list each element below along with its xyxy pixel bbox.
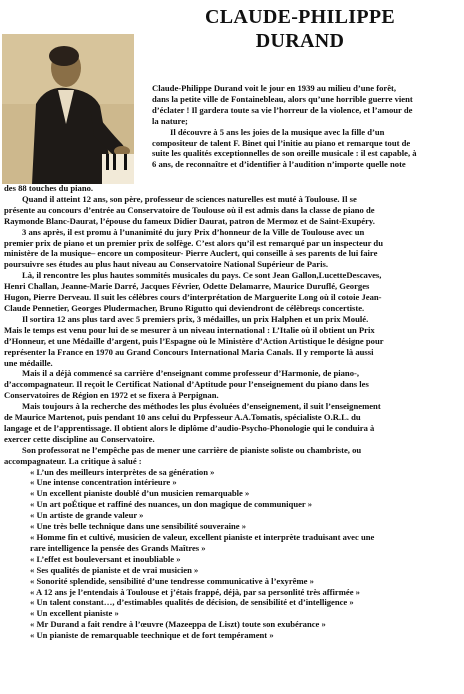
body-line: une médaille.: [4, 357, 53, 368]
intro-line: 6 ans, de reconnaître et d’identifier à l’audition n’importe quelle note: [152, 159, 406, 170]
title-line-1: CLAUDE-PHILIPPE: [204, 6, 396, 28]
body-line: Mais il a déjà commencé sa carrière d’enseignant comme professeur d’Harmonie, de piano-,: [22, 368, 360, 379]
critic-quote: « Une intense concentration intérieure »: [30, 477, 177, 488]
body-line: Claude Pennetier, Georges Pludermacher, Bruno Rigutto qui deviendront de célèbreqs concertiste.: [4, 302, 365, 313]
critic-quote: rare intelligence la pensée des Grands Maîtres »: [30, 542, 206, 553]
intro-paragraph: [152, 83, 452, 170]
body-line: Mais le temps est venu pour lui de se mesurer à un niveau international : L’Italie où il obtient un Prix: [4, 324, 375, 335]
critic-quote: « Un pianiste de remarquable teechnique et de fort tempérament »: [30, 630, 274, 641]
critic-quote: « Homme fin et cultivé, musicien de valeur, excellent pianiste et interprète traduisant avec une: [30, 532, 375, 542]
body-line: Hugon, Pierre Derveau. Il suit les célèbres cours d’interprétation de Marguerite Long où il cotoie Jean-: [4, 292, 382, 303]
body-line: Conservatoires de Région en 1972 et se fixera à Perpignan.: [4, 390, 219, 401]
biography-body: [4, 183, 456, 641]
intro-line: dans la petite ville de Fontainebleau, alors qu’une horrible guerre vient: [152, 93, 413, 104]
body-line: Là, il rencontre les plus hautes sommités musicales du pays. Ce sont Jean Gallon,LucetteDescaves,: [22, 270, 382, 281]
body-line: Mais toujours à la recherche des méthodes les plus évoluées d’enseignement, il suit l’enseignement: [22, 401, 381, 412]
critic-quote: « Un excellent pianiste »: [30, 608, 119, 619]
body-line: représenter la France en 1970 au Grand Concours International Maria Canals. Il y remporte là aussi: [4, 346, 374, 357]
body-line: poursuivre ses études au plus haut niveau au Conservatoire National Supérieur de Paris.: [4, 259, 328, 270]
body-line: langage et de l’apprentissage. Il obtient alors le diplôme d’audio-Psycho-Phonologie qui le conduira à: [4, 422, 375, 433]
critic-quote: « Ses qualités de pianiste et de vrai musicien »: [30, 564, 199, 575]
body-line: d’accompagnateur. Il reçoit le Certificat National d’Aptitude pour l’enseignement du piano dans les: [4, 379, 369, 390]
body-line: exercer cette discipline au Conservatoire.: [4, 433, 155, 444]
body-line: Quand il atteint 12 ans, son père, professeur de sciences naturelles est muté à Toulouse. Il se: [22, 193, 357, 204]
critic-quote: « Un excellent pianiste doublé d’un musicien remarquable »: [30, 488, 250, 499]
intro-line: compositeur de talent F. Binet qui l’initie au piano et remarque tout de: [152, 137, 411, 148]
critic-quote: « L’effet est bouleversant et inoubliable »: [30, 553, 181, 564]
intro-line: d’éclater ! Il gardera toute sa vie l’horreur de la violence, et l’amour de: [152, 104, 413, 115]
title-line-2: DURAND: [255, 30, 345, 52]
body-line: premier prix de piano et un premier prix de solfège. C’est alors qu’il est remarqué par un inspecteur du: [4, 237, 383, 248]
body-line: ministère de la musique– encore un compositeur- Pierre Auclert, qui conseille à ses parents de lui faire: [4, 248, 378, 259]
body-line: Il sortira 12 ans plus tard avec 5 premiers prix, 3 médailles, un prix Halphen et un prix Moulé.: [22, 313, 369, 324]
body-line: accompagnateur. La critique à salué :: [4, 455, 142, 466]
body-line: d’Honneur, et une Médaille d’argent, puis l’Espagne où le Ministère d’Action Artistique le désigne pour: [4, 335, 384, 346]
body-line: présente au concours d’entrée au Conservatoire de Toulouse où il est admis dans la classe de piano de: [4, 204, 375, 215]
critic-quote: « A 12 ans je l’entendais à Toulouse et j’étais frappé, déjà, par sa personlité très affirmée »: [30, 586, 360, 597]
body-line: de Maurice Martenot, puis pendant 10 ans celui du Prpfesseur A.A.Tomatis, spécialiste O.R.L. du: [4, 412, 361, 423]
critic-quote: « Un art poÉtique et raffiné des nuances, un don magique de communiquer »: [30, 499, 313, 510]
body-line: Son professorat ne l’empêche pas de mener une carrière de pianiste soliste ou chambriste, ou: [22, 444, 362, 455]
intro-line: Claude-Philippe Durand voit le jour en 1939 au milieu d’une forêt,: [152, 83, 397, 93]
critic-quote: « Sonorité splendide, sensibilité d’une tendresse communicative à l’exyrême »: [30, 575, 314, 586]
critic-quote: « Un artiste de grande valeur »: [30, 510, 144, 521]
critic-quote: « Une très belle technique dans une sensibilité souveraine »: [30, 521, 247, 532]
critic-quote: « Un talent constant…, d’estimables qualités de décision, de sensibilité et d’intelligence »: [30, 597, 354, 608]
body-line: des 88 touches du piano.: [4, 183, 94, 193]
body-line: 3 ans après, il est promu à l’unanimité du jury Prix d’honneur de la Ville de Toulouse avec un: [22, 226, 365, 237]
body-line: Henri Challan, Jeanne-Marie Darré, Jacques Février, Odette Delamarre, Maurice Duruflé, Georges: [4, 281, 370, 292]
critic-quote: « L’un des meilleurs interprètes de sa génération »: [30, 466, 215, 477]
portrait-photo: [2, 34, 134, 184]
body-line: Raymonde Blanc-Daurat, l’épouse du fameux Didier Daurat, patron de Mermoz et de Saint-Exupéry.: [4, 215, 375, 226]
intro-line: la nature;: [152, 115, 188, 126]
intro-line: suite les qualités exceptionnelles de son oreille musicale : il est capable, à: [152, 148, 417, 159]
critic-quote: « Mr Durand a fait rendre à l’œuvre (Mazeeppa de Liszt) toute son exubérance »: [30, 619, 326, 630]
intro-line: Il découvre à 5 ans les joies de la musique avec la fille d’un: [170, 126, 385, 137]
